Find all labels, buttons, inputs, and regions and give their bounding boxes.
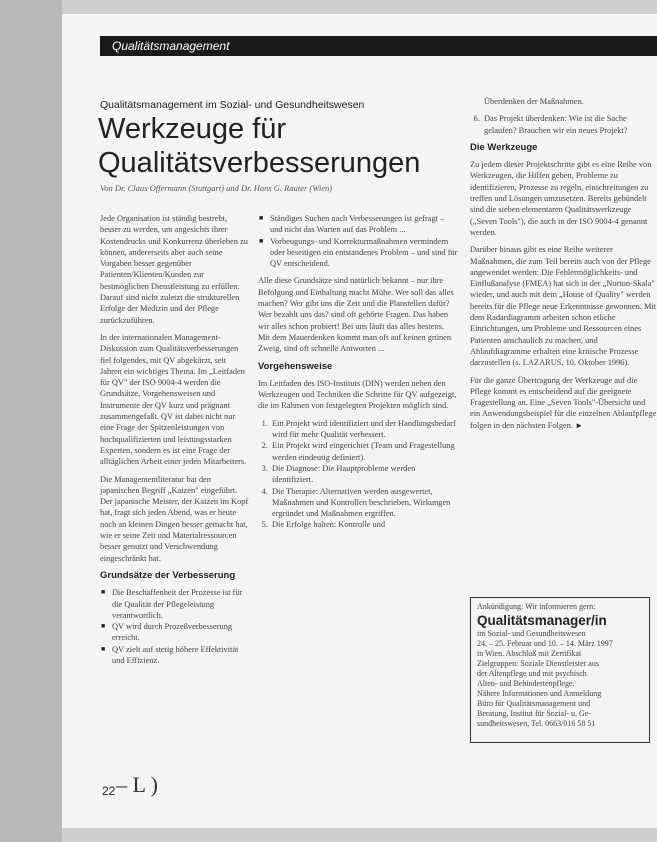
box-line: Büro für Qualitätsmanagement und bbox=[477, 699, 591, 708]
box-line: Beratung, Institut für Sozial- u. Ge- bbox=[477, 709, 591, 718]
paragraph: In der internationalen Management-Diskussion zum Qualitätsverbesserungen fiel folgendes, mit QV abgekürzt, seit Jahren ein wichtiges Thema. Im „Leitfaden für QV" der ISO 9004-4 werden die Grundsätze, Vorgehensweisen und Instrumente der QV kurz und prägnant zusammengefaßt. QV ist dabei nicht nur eine Frage der Spitzenleistungen von hochqualifizierten und leistungsstarken Experten, sondern es ist eine Frage der alltäglichen Arbeit einer jeden Mitarbeiters. bbox=[100, 332, 247, 467]
section-header bbox=[100, 36, 657, 56]
box-line: Zielgruppen: Soziale Dienstleister aus bbox=[477, 659, 599, 668]
article-authors: Von Dr. Claus Offermann (Stuttgart) und Dr. Hans G. Rauter (Wien) bbox=[100, 183, 333, 193]
box-line: sundheitswesen, Tel. 0663/016 58 51 bbox=[477, 719, 596, 728]
end-mark-icon: ► bbox=[575, 420, 584, 430]
column-3 bbox=[470, 96, 657, 437]
list-item: ■ Ständiges Suchen nach Verbesserungen ist gefragt – und nicht das Warten auf das Problem ... bbox=[270, 213, 458, 236]
article-kicker: Qualitätsmanagement im Sozial- und Gesundheitswesen bbox=[100, 99, 365, 111]
box-line: Nähere Informationen und Anmeldung bbox=[477, 689, 602, 698]
list-item: 6. Das Projekt überdenken: Wie ist die Sache gelaufen? Brauchen wir ein neues Projekt? bbox=[482, 113, 657, 136]
steps-list-continued bbox=[470, 113, 657, 136]
list-item: 5. Die Erfolge halten: Kontrolle und bbox=[270, 519, 458, 530]
list-item: ■ QV zielt auf stetig höhere Effektivität und Effizienz. bbox=[112, 644, 250, 667]
steps-list bbox=[258, 418, 458, 531]
paragraph-text: Für die ganze Übertragung der Werkzeuge auf die Pflege kommt es entscheidend auf die geeignete Fragestellung an. Eine „Seven Tools"-Übersicht und ein Anwendungsbeispiel für die einzelnen Ablaufpflege folgen in den nächsten Folgen. bbox=[470, 375, 657, 430]
box-line: in Wien. Abschluß mit Zertifikat bbox=[477, 649, 582, 658]
box-line: 24. – 25. Februar und 10. – 14. März 1997 bbox=[477, 639, 613, 648]
article-title: Werkzeuge für Qualitätsverbesserungen bbox=[98, 113, 421, 179]
paragraph: Die Managementliteratur hat den japanischen Begriff „Kaizen" eingeführt. Der japanische Meister, der Kaizen im Kopf hat, fragt sich jeden Abend, was er heute noch an kleinen Dingen besser gemacht hat, wie er seine Zeit und Materialressourcen besser genutzt und Verschwendung eingeschränkt hat. bbox=[100, 474, 249, 563]
subheading-procedure: Vorgehensweise bbox=[258, 360, 333, 372]
paragraph: Jede Organisation ist ständig bestrebt, besser zu werden, um angesichts ihrer Kostendrucks und Konkurrenz überleben zu können, andererseits aber auch seine Vorgaben besser gegenüber Patienten/Klienten/Kunden zur bestmöglichen Dienstleistung zu erfüllen. Darauf sind nicht zuletzt die strukturellen Erfolge der Medizin und der Pflege zurückzuführen. bbox=[100, 214, 248, 325]
subheading-principles: Grundsätze der Verbesserung bbox=[100, 569, 236, 581]
list-item: 3. Die Diagnose: Die Hauptprobleme werden identifiziert. bbox=[270, 463, 458, 486]
paragraph: Überdenken der Maßnahmen. bbox=[484, 97, 584, 106]
section-label: Qualitätsmanagement bbox=[112, 39, 230, 53]
box-line: im Sozial- und Gesundheitswesen bbox=[477, 629, 586, 638]
list-item: 4. Die Therapie: Alternativen werden ausgewertet, Maßnahmen und Kontrollen beschrieben, Wirkungen ergründet und Maßnahmen ergriffen. bbox=[270, 486, 458, 520]
list-item: ■ QV wird durch Prozeßverbesserung erreicht. bbox=[112, 621, 250, 644]
subheading-tools: Die Werkzeuge bbox=[470, 141, 538, 153]
paragraph: Zu jedem dieser Projektschritte gibt es eine Reihe von Werkzeugen, die Hilfen geben, Probleme zu identifizieren, Prozesse zu regeln, einschreitungen zu treffen und Lösungen umzusetzen. Bereits gebündelt sind die sieben elementaren Qualitätswerkzeuge („Seven Tools"), die auch in der ISO 9004-4 genannt werden. bbox=[470, 160, 652, 237]
paragraph: Im Leitfaden des ISO-Instituts (DIN) werden neben den Werkzeugen und Techniken die Schritte für QV aufgezeigt, die im Rahmen von festgelegten Projekten möglich sind. bbox=[258, 378, 457, 411]
handwritten-scribble: – L ) bbox=[116, 772, 158, 797]
paragraph bbox=[470, 375, 657, 431]
paragraph: Alle diese Grundsätze sind natürlich bekannt – nur ihre Befolgung und Einhaltung macht Mühe. Wer soll das alles machen? Wer gibt uns die Zeit und die Planstellen dafür? Wer bezahlt uns das? sind oft gehörte Fragen. Das haben wir alles schon probiert! Bei uns läuft das alles bestens. Mit dem Mauerdenken kommt man oft auf keinen grünen Zweig, sind oft schnelle Antworten ... bbox=[258, 276, 454, 354]
list-item: ■ Die Beschaffenheit der Prozesse ist für die Qualität der Pflegeleistung verantwortlich. bbox=[112, 587, 250, 621]
list-item: 1. Ein Projekt wird identifiziert und der Handlungsbedarf wird für mehr Qualität verbessert. bbox=[270, 418, 458, 441]
list-item: ■ Vorbeugungs- und Korrekturmaßnahmen vermindern oder beseitigen ein entstandenes Problem – und sind für QV entscheidend. bbox=[270, 236, 458, 270]
list-item: 2. Ein Projekt wird eingerichtet (Team und Fragestellung werden eindeutig definiert). bbox=[270, 440, 458, 463]
paragraph: Darüber hinaus gibt es eine Reihe weiterer Maßnahmen, die zum Teil bereits auch von der Pflege angewendet werden: Die Fehlermöglichkeits- und Einflußanalyse (FMEA) hat sich in der „Norton-Skala" wieder, und auch mit dem „House of Quality" werden bereits für die Pflege neue Erkenntnisse gewonnen. Mit dem Radardiagramm arbeiten schon etliche Einrichtungen, um Probleme und Ressourcen eines Patienten anschaulich zu machen, und Ablaufdiagramme erhalten eine kritische Prozesse darzustellen (s. LAZARUS, 10. Oktober 1996). bbox=[470, 245, 657, 368]
box-line: Alten- und Behindertenpflege. bbox=[477, 679, 575, 688]
principles-list bbox=[100, 587, 250, 666]
principles-list-continued bbox=[258, 213, 458, 269]
seminar-announcement-box bbox=[470, 597, 650, 743]
page-number: 22 bbox=[102, 784, 116, 798]
column-1 bbox=[100, 213, 250, 672]
box-title: Qualitätsmanager/in bbox=[477, 613, 607, 628]
scan-margin bbox=[0, 0, 62, 842]
box-line: der Altenpflege und mit psychisch bbox=[477, 669, 587, 678]
column-2 bbox=[258, 213, 458, 537]
box-line: Ankündigung: Wir informieren gern: bbox=[477, 602, 596, 611]
